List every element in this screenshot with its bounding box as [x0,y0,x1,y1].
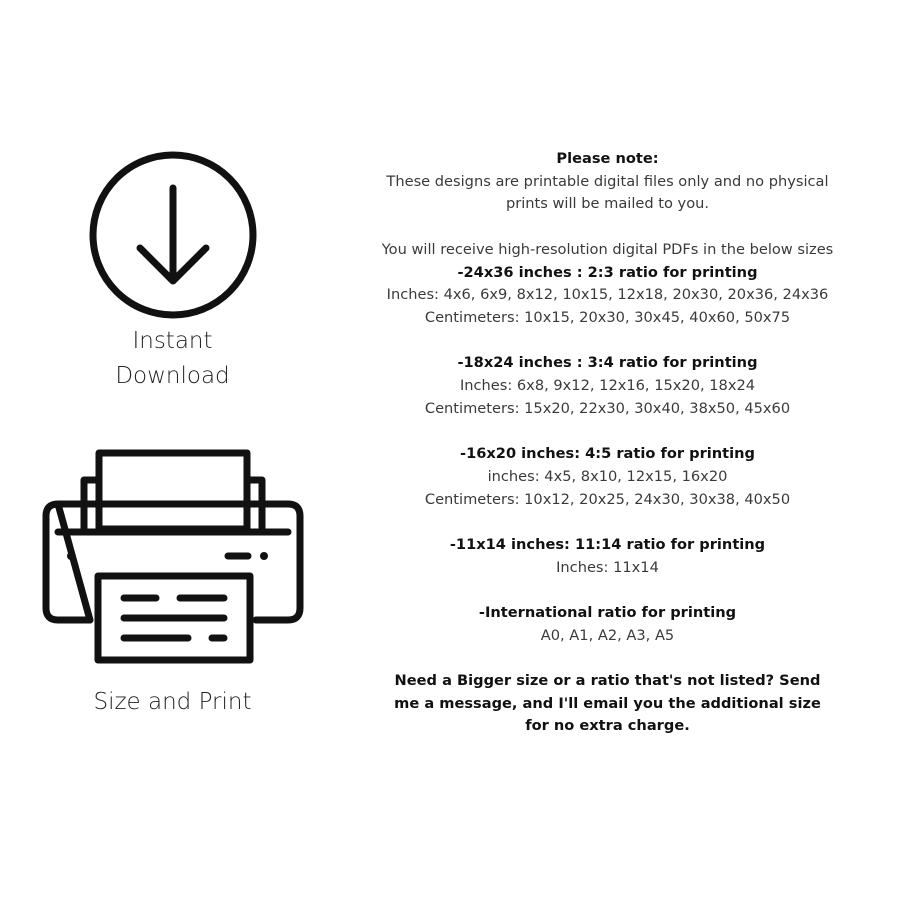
size-line: Inches: 6x8, 9x12, 12x16, 15x20, 18x24 [459,377,756,394]
size-title: -11x14 inches: 11:14 ratio for printing [449,535,766,553]
download-caption-line1: Instant [132,328,213,354]
note-body-line1: These designs are printable digital files only and no physical [386,172,829,190]
size-line: inches: 4x5, 8x10, 12x15, 16x20 [487,467,728,485]
size-title: -24x36 inches : 2:3 ratio for printing [457,263,758,281]
receive-text: You will receive high-resolution digital PDFs in the below sizes [381,240,834,258]
info-panel [370,148,845,738]
size-title: -International ratio for printing [478,603,737,621]
size-title: -16x20 inches: 4:5 ratio for printing [460,445,755,463]
size-line: Inches: 4x6, 6x9, 8x12, 10x15, 12x18, 20x30, 20x36, 24x36 [386,286,829,304]
size-line: Centimeters: 15x20, 22x30, 30x40, 38x50, 45x60 [424,399,791,417]
instant-download-caption [60,324,285,394]
size-line: Centimeters: 10x12, 20x25, 24x30, 30x38, 40x50 [424,490,791,508]
size-and-print-caption: Size and Print [93,689,252,715]
size-line: A0, A1, A2, A3, A5 [540,626,675,644]
note-body-line2: prints will be mailed to you. [505,195,710,213]
note-heading: Please note: [556,150,659,167]
size-line: Centimeters: 10x15, 20x30, 30x45, 40x60, 50x75 [424,308,791,326]
printer-icon [38,448,308,666]
feature-column [0,0,345,900]
download-icon [88,150,258,320]
size-title: -18x24 inches : 3:4 ratio for printing [457,354,758,372]
download-caption-line2: Download [115,363,230,389]
closing-message: Need a Bigger size or a ratio that's not listed? Send me a message, and I'll email you the additional size for no extra charge. [394,672,821,735]
size-line: Inches: 11x14 [556,558,659,576]
